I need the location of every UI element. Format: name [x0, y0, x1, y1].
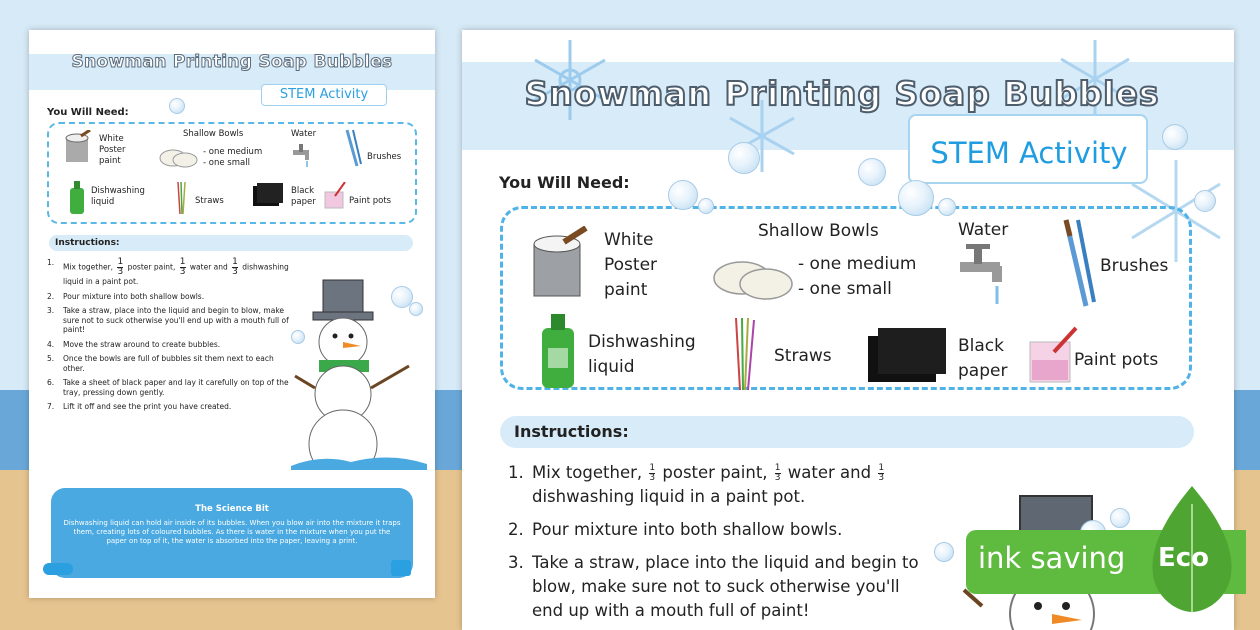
- bubble: [728, 142, 760, 174]
- list-item: 3. Take a straw, place into the liquid and begin to blow, make sure not to suck otherwise you'll end up with a mouth full of paint!: [47, 306, 289, 334]
- science-heading: The Science Bit: [195, 504, 269, 514]
- list-item: 1. Mix together, $\frac{1}{3}$ poster paint, $\frac{1}{3}$ water and $\frac{1}{3}$ dishwashing liquid in a paint pot.: [508, 463, 885, 506]
- bubble: [668, 180, 698, 210]
- list-item: 3. Take a straw, place into the liquid and begin to blow, make sure not to suck otherwise you'll end up with a mouth full of paint!: [508, 553, 919, 620]
- bubble: [1194, 190, 1216, 212]
- large-brushes-label: Brushes: [1100, 256, 1169, 276]
- large-paper-label: Black paper: [958, 336, 1008, 381]
- bubble: [858, 158, 886, 186]
- bubble: [169, 98, 185, 114]
- small-brushes-label: Brushes: [367, 152, 402, 162]
- science-bit-panel: [51, 488, 413, 578]
- small-paper-label: Black paper: [291, 186, 316, 207]
- small-pots-label: Paint pots: [349, 196, 392, 206]
- large-bowls-title: Shallow Bowls: [758, 221, 879, 241]
- small-sheet-preview: [29, 30, 435, 598]
- bubble: [898, 180, 934, 216]
- bubble: [934, 542, 954, 562]
- list-item: 4. Move the straw around to create bubbles.: [47, 339, 221, 349]
- large-straws-label: Straws: [774, 346, 832, 366]
- small-sheet-title: Snowman Printing Soap Bubbles: [71, 52, 393, 72]
- large-pots-label: Paint pots: [1074, 350, 1159, 370]
- paint-pot-icon: [323, 182, 347, 212]
- paint-pot-icon: [1026, 326, 1078, 388]
- list-item: 1. Mix together, $\frac{1}{3}$ poster paint, $\frac{1}{3}$ water and $\frac{1}{3}$ dishwashing liquid in a paint pot.: [47, 257, 289, 286]
- science-text: Dishwashing liquid can hold air inside of its bubbles. When you blow air into the mixture it traps them, creating lots of coloured bubbles. As there is water in the mixture when you put the paper on top of it, the water is absorbed into the paper, leaving a print.: [63, 519, 401, 545]
- bowls-icon: [712, 250, 796, 310]
- small-paint-label: White Poster paint: [99, 134, 126, 166]
- list-item: 2. Pour mixture into both shallow bowls.: [508, 520, 843, 539]
- tap-icon: [958, 244, 1012, 306]
- tap-icon: [291, 142, 315, 168]
- brushes-icon: [1060, 216, 1100, 310]
- paint-tin-icon: [528, 226, 590, 302]
- small-bowls-detail: - one medium - one small: [203, 147, 263, 168]
- list-item: 2. Pour mixture into both shallow bowls.: [47, 291, 205, 301]
- large-steps-list: [508, 461, 928, 630]
- twinkl-logo: [43, 563, 73, 575]
- small-instructions-heading: Instructions:: [49, 235, 413, 251]
- bubble: [1162, 124, 1188, 150]
- small-dish-label: Dishwashing liquid: [91, 186, 145, 207]
- dish-liquid-icon: [538, 312, 578, 390]
- ink-saving-label: ink saving: [978, 541, 1126, 575]
- large-water-label: Water: [958, 220, 1009, 240]
- large-bowls-detail: - one medium - one small: [798, 254, 917, 299]
- small-you-will-need: You Will Need:: [47, 107, 129, 118]
- bubble: [698, 198, 714, 214]
- bowls-icon: [159, 144, 199, 170]
- small-stem-badge: STEM Activity: [261, 84, 387, 106]
- small-water-label: Water: [291, 129, 317, 139]
- black-paper-icon: [251, 182, 285, 208]
- large-you-will-need: You Will Need:: [499, 173, 630, 192]
- bubble: [938, 198, 956, 216]
- large-instructions-heading: Instructions:: [514, 422, 629, 441]
- list-item: 7. Lift it off and see the print you have created.: [47, 402, 232, 411]
- small-bowls-title: Shallow Bowls: [183, 129, 244, 139]
- large-paint-label: White Poster paint: [604, 230, 658, 300]
- bubble: [291, 330, 305, 344]
- straws-icon: [730, 316, 760, 394]
- bubble: [1110, 508, 1130, 528]
- black-paper-icon: [866, 326, 950, 384]
- list-item: 5. Once the bowls are full of bubbles sit them next to each other.: [47, 354, 274, 373]
- paint-tin-icon: [63, 130, 93, 166]
- large-stem-badge-label: STEM Activity: [930, 136, 1128, 170]
- large-sheet-title: Snowman Printing Soap Bubbles: [524, 74, 1160, 113]
- large-dish-label: Dishwashing liquid: [588, 332, 696, 377]
- footer-logo: [391, 560, 411, 576]
- small-straws-label: Straws: [195, 196, 224, 206]
- brushes-icon: [343, 128, 365, 168]
- eco-label: Eco: [1158, 543, 1210, 573]
- small-steps-list: [47, 258, 297, 417]
- dish-liquid-icon: [67, 180, 87, 216]
- list-item: 6. Take a sheet of black paper and lay it carefully on top of the tray, pressing down gently.: [47, 378, 289, 397]
- straws-icon: [175, 180, 189, 216]
- bubble: [409, 302, 423, 316]
